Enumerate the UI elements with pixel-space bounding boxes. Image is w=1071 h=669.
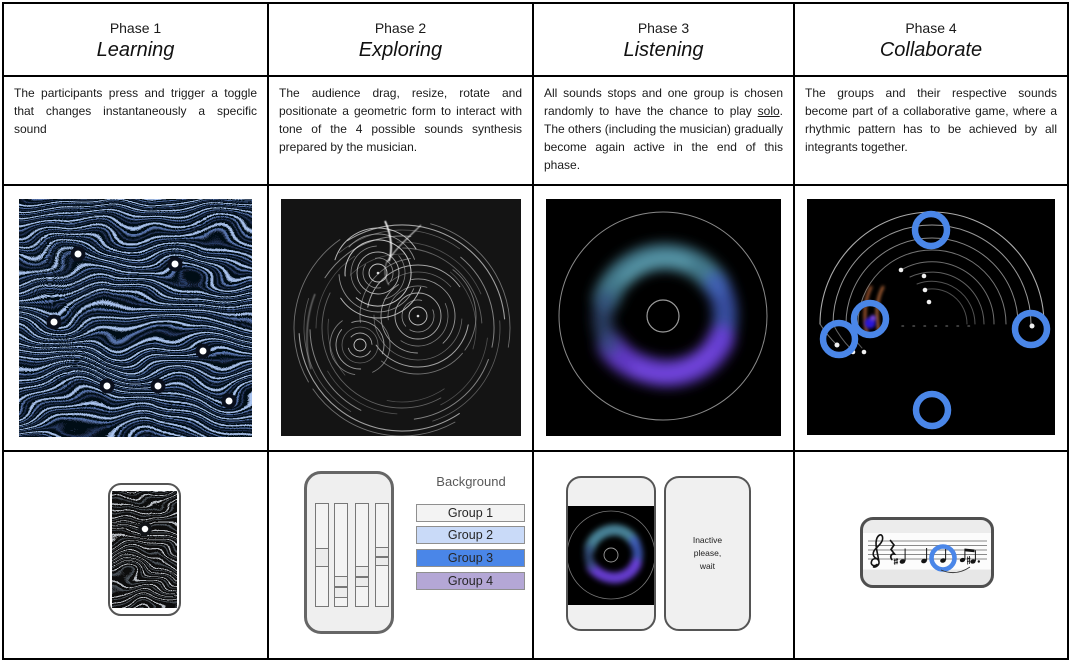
- phone-screen-swirl: [112, 491, 177, 608]
- header-phase-2: [269, 4, 534, 77]
- collaborate-arcs-image: [807, 199, 1055, 435]
- phone-screen-donut: [568, 506, 654, 605]
- description-phase-4: The groups and their respective sounds become part of a collaborative game, where a rhythmic pattern has to be achieved by all integrants together.: [795, 77, 1067, 186]
- phone-mockup-sliders: [304, 471, 394, 634]
- header-phase-3: [534, 4, 795, 77]
- slider-handle-1: [315, 548, 329, 567]
- phase-4-name: Collaborate: [879, 38, 983, 61]
- phone-mockup-active: [566, 476, 656, 631]
- group-2-button: Group 2: [416, 526, 525, 544]
- phase-2-label: Phase 2: [374, 19, 427, 36]
- slider-track-4: [375, 503, 389, 607]
- phase-3-label: Phase 3: [637, 19, 690, 36]
- sound-donut-image: [546, 199, 781, 436]
- description-phase-3-pre: All sounds stops and one group is chosen randomly to have the chance to play: [544, 86, 783, 118]
- mockup-cell-phase-2: [269, 452, 534, 658]
- phases-table: [2, 2, 1069, 660]
- group-4-button: Group 4: [416, 572, 525, 590]
- phase-2-name: Exploring: [358, 38, 443, 61]
- group-1-button: Group 1: [416, 504, 525, 522]
- dark-swirl-image: [112, 491, 177, 608]
- phase-1-name: Learning: [96, 38, 175, 61]
- phone-mockup-phase-1: [108, 483, 181, 616]
- header-phase-4: [795, 4, 1067, 77]
- image-cell-phase-3: [534, 186, 795, 452]
- description-phase-2: The audience drag, resize, rotate and positionate a geometric form to interact with tone of the 4 possible sounds synthesis prepared by the musician.: [269, 77, 534, 186]
- slider-handle-3: [355, 577, 369, 588]
- concentric-circles-image: [281, 199, 521, 436]
- image-cell-phase-4: [795, 186, 1067, 452]
- mockup-cell-phase-4: [795, 452, 1067, 658]
- flow-field-image: [19, 199, 252, 437]
- image-cell-phase-2: [269, 186, 534, 452]
- slider-track-3: [355, 503, 369, 607]
- mockup-cell-phase-3: [534, 452, 795, 658]
- phase-4-label: Phase 4: [905, 19, 957, 36]
- treble-clef-icon: [871, 535, 882, 567]
- beamed-notes: [959, 549, 980, 565]
- background-label: Background: [436, 474, 506, 489]
- description-phase-3: [534, 77, 795, 186]
- mockup-cell-phase-1: [4, 452, 269, 658]
- slider-track-1: [315, 503, 329, 607]
- description-phase-3-solo: solo: [757, 104, 780, 118]
- description-phase-3-post: . The others (including the musician) gradually become again active in the end of this phase.: [544, 104, 783, 172]
- header-phase-1: [4, 4, 269, 77]
- phone-mockup-inactive: [664, 476, 751, 631]
- slider-handle-4: [375, 557, 389, 567]
- slider-handle-2: [334, 587, 348, 598]
- description-phase-1: The participants press and trigger a toggle that changes instantaneously a specific sound: [4, 77, 269, 186]
- mini-donut-image: [568, 506, 654, 605]
- slider-track-2: [334, 503, 348, 607]
- inactive-message: Inactive please, wait: [692, 534, 723, 572]
- music-staff-card: [860, 517, 994, 588]
- group-3-button: Group 3: [416, 549, 525, 567]
- phase-1-label: Phase 1: [109, 19, 162, 36]
- music-staff-image: [863, 520, 991, 585]
- note-1: [894, 549, 906, 565]
- image-cell-phase-1: [4, 186, 269, 452]
- phase-3-name: Listening: [623, 38, 704, 61]
